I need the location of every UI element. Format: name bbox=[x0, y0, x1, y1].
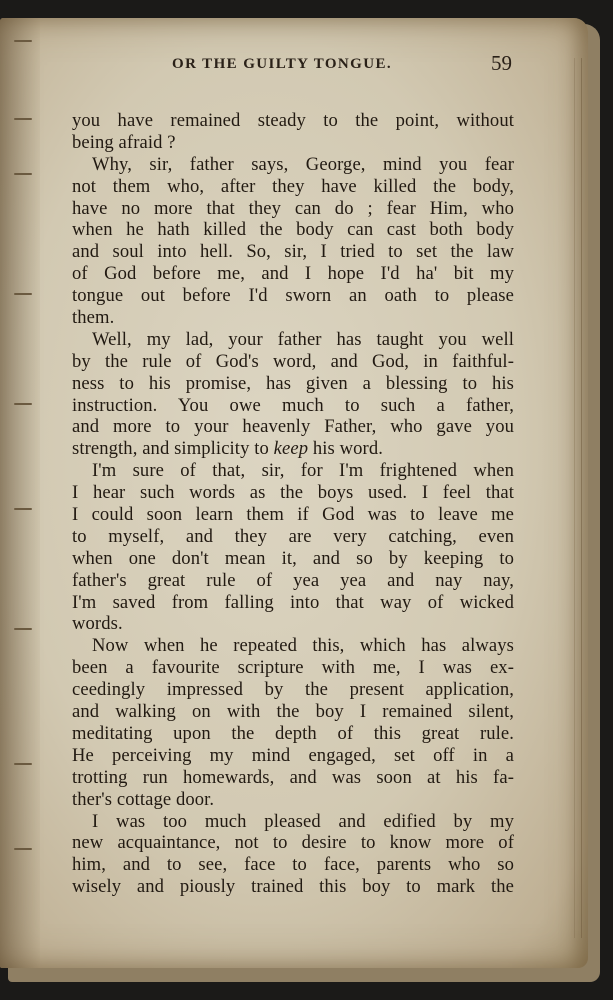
text-line bbox=[72, 438, 514, 460]
text-line: Now when he repeated this, which has always bbox=[92, 635, 514, 657]
text-line: not them who, after they have killed the body, bbox=[72, 175, 514, 197]
binding-thread bbox=[14, 763, 32, 765]
text-line: ness to his promise, has given a blessing to his bbox=[72, 372, 514, 394]
text-line: father's great rule of yea yea and nay nay, bbox=[72, 569, 514, 591]
binding-thread bbox=[14, 628, 32, 630]
text-line: by the rule of God's word, and God, in faithful- bbox=[72, 350, 514, 372]
text-line: him, and to see, face to face, parents who so bbox=[72, 854, 514, 876]
text-line: wisely and piously trained this boy to mark the bbox=[72, 876, 514, 898]
text-line: instruction. You owe much to such a father, bbox=[72, 394, 514, 416]
binding-thread bbox=[14, 293, 32, 295]
text-line: ceedingly impressed by the present application, bbox=[72, 679, 514, 701]
text-line: when one don't mean it, and so by keeping to bbox=[72, 547, 514, 569]
page-number: 59 bbox=[491, 51, 512, 75]
page-binding bbox=[0, 18, 40, 968]
text-line: been a favourite scripture with me, I was ex- bbox=[72, 657, 514, 679]
binding-thread bbox=[14, 508, 32, 510]
text-line: I hear such words as the boys used. I feel that bbox=[72, 482, 514, 504]
text-line: I'm sure of that, sir, for I'm frightened when bbox=[92, 460, 514, 482]
binding-thread bbox=[14, 40, 32, 42]
text-line: I was too much pleased and edified by my bbox=[92, 810, 514, 832]
text-line: new acquaintance, not to desire to know more of bbox=[72, 832, 514, 854]
text-segment: strength, and simplicity to bbox=[72, 438, 274, 460]
text-line: them. bbox=[72, 307, 115, 329]
text-line: meditating upon the depth of this great rule. bbox=[72, 722, 514, 744]
binding-thread bbox=[14, 173, 32, 175]
binding-thread bbox=[14, 848, 32, 850]
text-line: Why, sir, father says, George, mind you fear bbox=[92, 153, 514, 175]
body-text bbox=[72, 110, 514, 898]
text-line: and more to your heavenly Father, who gave you bbox=[72, 416, 514, 438]
text-line: I'm saved from falling into that way of wicked bbox=[72, 591, 514, 613]
text-line: of God before me, and I hope I'd ha' bit my bbox=[72, 263, 514, 285]
text-line: trotting run homewards, and was soon at his fa- bbox=[72, 766, 514, 788]
emphasized-word: keep bbox=[273, 438, 309, 460]
text-line: being afraid ? bbox=[72, 131, 176, 153]
binding-thread bbox=[14, 118, 32, 120]
text-line: and soul into hell. So, sir, I tried to set the law bbox=[72, 241, 514, 263]
text-line: when he hath killed the body can cast both body bbox=[72, 219, 514, 241]
text-line: ther's cottage door. bbox=[72, 788, 215, 810]
text-line: words. bbox=[72, 613, 123, 635]
running-title: OR THE GUILTY TONGUE. bbox=[172, 56, 393, 72]
text-line: to myself, and they are very catching, even bbox=[72, 525, 514, 547]
page-header bbox=[72, 50, 514, 80]
text-line: He perceiving my mind engaged, set off in a bbox=[72, 744, 514, 766]
text-line: you have remained steady to the point, without bbox=[72, 110, 514, 131]
text-line: Well, my lad, your father has taught you well bbox=[92, 328, 514, 350]
text-line: I could soon learn them if God was to leave me bbox=[72, 504, 514, 526]
text-segment: his word. bbox=[308, 438, 383, 460]
text-line: have no more that they can do ; fear Him, who bbox=[72, 197, 514, 219]
text-line: and walking on with the boy I remained silent, bbox=[72, 701, 514, 723]
text-line: tongue out before I'd sworn an oath to please bbox=[72, 285, 514, 307]
binding-thread bbox=[14, 403, 32, 405]
page-edge bbox=[574, 58, 582, 938]
